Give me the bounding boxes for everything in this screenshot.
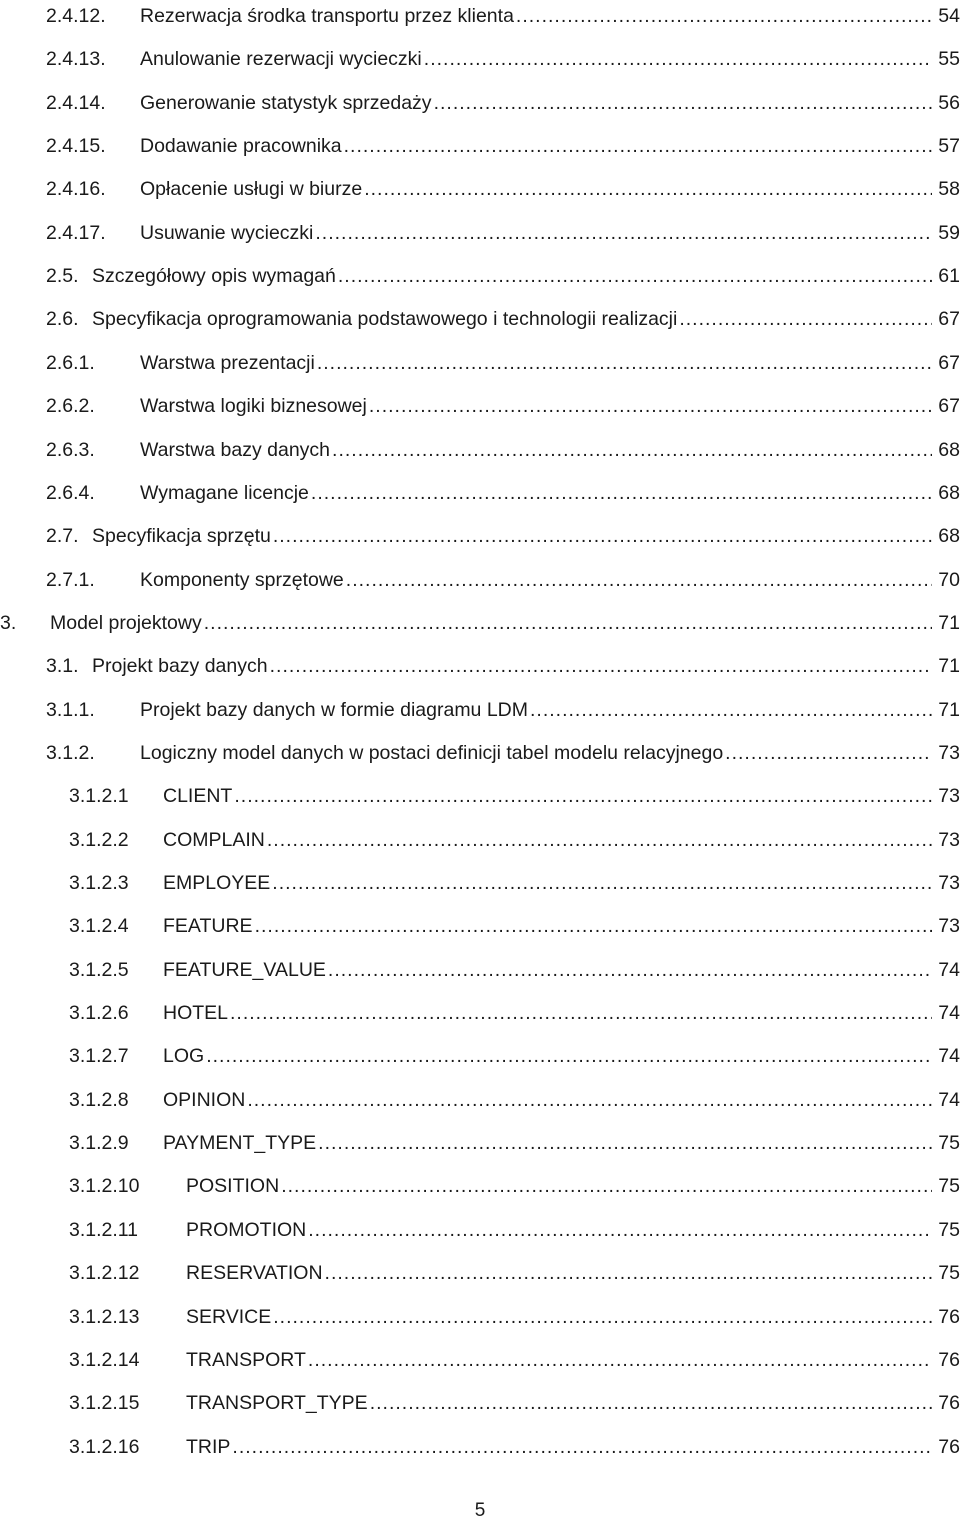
toc-entry-number: 2.7.1. <box>46 568 95 591</box>
toc-entry[interactable] <box>0 173 960 205</box>
toc-entry-number: 3.1.2.3 <box>69 872 129 894</box>
toc-dot-leader <box>273 520 932 552</box>
toc-dot-leader <box>315 217 932 249</box>
toc-entry[interactable] <box>0 87 960 119</box>
toc-entry-number: 2.6.1. <box>46 351 95 374</box>
toc-dot-leader <box>725 737 932 769</box>
toc-entry-title: Projekt bazy danych w formie diagramu LDM <box>140 694 530 726</box>
toc-entry-page: 74 <box>938 1088 960 1111</box>
toc-entry-title: TRANSPORT_TYPE <box>186 1387 370 1419</box>
toc-entry[interactable] <box>0 564 960 596</box>
toc-entry-title: POSITION <box>186 1170 281 1202</box>
toc-entry-title: Warstwa bazy danych <box>140 434 332 466</box>
toc-entry-title: Projekt bazy danych <box>92 650 270 682</box>
toc-entry-title: OPINION <box>163 1084 247 1116</box>
toc-entry-title: Usuwanie wycieczki <box>140 217 315 249</box>
toc-entry[interactable] <box>0 260 960 292</box>
toc-dot-leader <box>434 87 933 119</box>
toc-dot-leader <box>281 1170 932 1202</box>
toc-entry-page: 75 <box>938 1175 960 1198</box>
toc-entry-page: 75 <box>938 1132 960 1155</box>
toc-entry[interactable] <box>0 434 960 466</box>
toc-entry-page: 71 <box>938 655 960 678</box>
toc-dot-leader <box>346 564 933 596</box>
toc-dot-leader <box>338 260 932 292</box>
toc-entry-number: 3.1.2.15 <box>69 1392 140 1415</box>
toc-entry-number: 2.5. <box>46 265 79 288</box>
toc-dot-leader <box>318 1127 932 1159</box>
toc-entry-title: FEATURE_VALUE <box>163 954 328 986</box>
toc-entry-number: 3.1.2.11 <box>69 1218 139 1241</box>
toc-entry-number: 3.1.2.4 <box>69 915 129 938</box>
toc-entry-number: 2.4.16. <box>46 178 106 201</box>
toc-entry-title: CLIENT <box>163 780 234 812</box>
toc-entry-page: 68 <box>938 525 960 548</box>
toc-entry-title: Rezerwacja środka transportu przez klienta <box>140 0 516 32</box>
toc-entry-page: 74 <box>938 1045 960 1068</box>
page-number: 5 <box>474 1500 486 1521</box>
toc-entry[interactable] <box>0 1344 960 1376</box>
toc-entry-page: 75 <box>938 1218 960 1241</box>
toc-dot-leader <box>679 303 932 335</box>
toc-entry-title: Dodawanie pracownika <box>140 130 344 162</box>
toc-dot-leader <box>204 607 933 639</box>
toc-entry-title: COMPLAIN <box>163 824 267 856</box>
toc-entry-number: 2.6.3. <box>46 438 95 461</box>
toc-entry-title: FEATURE <box>163 910 255 942</box>
toc-entry[interactable] <box>0 694 960 726</box>
toc-entry-number: 2.4.17. <box>46 221 106 244</box>
toc-entry-title: Wymagane licencje <box>140 477 311 509</box>
toc-entry-number: 3.1.2.12 <box>69 1262 140 1285</box>
toc-entry[interactable] <box>0 1431 960 1463</box>
toc-entry-title: Opłacenie usługi w biurze <box>140 173 364 205</box>
toc-entry-title: LOG <box>163 1040 206 1072</box>
toc-entry-title: SERVICE <box>186 1301 273 1333</box>
toc-entry-number: 2.6. <box>46 308 79 331</box>
toc-entry[interactable] <box>0 737 960 769</box>
toc-entry-title: HOTEL <box>163 997 230 1029</box>
toc-entry[interactable] <box>0 910 960 942</box>
toc-entry-number: 3.1.2.2 <box>69 828 129 851</box>
toc-entry[interactable] <box>0 1084 960 1116</box>
toc-entry-page: 75 <box>938 1262 960 1285</box>
toc-dot-leader <box>234 780 932 812</box>
toc-entry[interactable] <box>0 607 960 639</box>
toc-entry-page: 73 <box>938 828 960 851</box>
toc-entry[interactable] <box>0 1170 960 1202</box>
toc-entry-number: 3.1.2.1 <box>69 785 129 808</box>
toc-entry[interactable] <box>0 1214 960 1246</box>
toc-dot-leader <box>364 173 932 205</box>
toc-entry[interactable] <box>0 1387 960 1419</box>
toc-entry-page: 73 <box>938 872 960 894</box>
toc-entry-page: 74 <box>938 958 960 981</box>
toc-dot-leader <box>308 1214 932 1246</box>
toc-dot-leader <box>273 1301 932 1333</box>
toc-entry-page: 58 <box>938 178 960 201</box>
toc-entry[interactable] <box>0 0 960 32</box>
toc-dot-leader <box>232 1431 932 1463</box>
toc-entry-title: Generowanie statystyk sprzedaży <box>140 87 434 119</box>
toc-entry-page: 67 <box>938 395 960 418</box>
toc-dot-leader <box>370 1387 933 1419</box>
toc-entry-number: 2.4.14. <box>46 91 106 114</box>
toc-entry-page: 76 <box>938 1348 960 1371</box>
toc-dot-leader <box>332 434 932 466</box>
toc-entry-title: PAYMENT_TYPE <box>163 1127 318 1159</box>
toc-entry-page: 56 <box>938 91 960 114</box>
toc-entry-title: Anulowanie rezerwacji wycieczki <box>140 43 424 75</box>
toc-entry-page: 73 <box>938 741 960 764</box>
toc-entry-number: 3.1.2. <box>46 741 95 764</box>
toc-dot-leader <box>308 1344 932 1376</box>
toc-dot-leader <box>311 477 932 509</box>
toc-entry[interactable] <box>0 520 960 552</box>
toc-entry-title: Specyfikacja oprogramowania podstawowego i technologii realizacji <box>92 303 679 335</box>
toc-entry-page: 68 <box>938 481 960 504</box>
toc-entry-number: 3.1.2.16 <box>69 1435 140 1458</box>
toc-entry-number: 2.6.4. <box>46 481 95 504</box>
toc-entry-title: TRANSPORT <box>186 1344 308 1376</box>
toc-entry[interactable] <box>0 1127 960 1159</box>
toc-entry-page: 74 <box>938 1002 960 1025</box>
toc-entry-page: 57 <box>938 135 960 158</box>
toc-entry-page: 76 <box>938 1392 960 1415</box>
toc-entry-title: Komponenty sprzętowe <box>140 564 346 596</box>
toc-entry[interactable] <box>0 130 960 162</box>
toc-dot-leader <box>369 390 932 422</box>
toc-entry-number: 3. <box>0 611 17 634</box>
toc-dot-leader <box>530 694 932 726</box>
toc-entry-page: 73 <box>938 915 960 938</box>
toc-entry[interactable] <box>0 650 960 682</box>
toc-dot-leader <box>344 130 933 162</box>
toc-dot-leader <box>325 1257 933 1289</box>
toc-dot-leader <box>255 910 933 942</box>
toc-dot-leader <box>272 867 932 899</box>
toc-entry-title: TRIP <box>186 1431 232 1463</box>
toc-entry[interactable] <box>0 217 960 249</box>
toc-entry[interactable] <box>0 824 960 856</box>
toc-entry[interactable] <box>0 954 960 986</box>
toc-entry-title: Specyfikacja sprzętu <box>92 520 273 552</box>
toc-dot-leader <box>516 0 932 32</box>
toc-entry-number: 3.1.2.10 <box>69 1175 140 1198</box>
toc-entry-title: PROMOTION <box>186 1214 308 1246</box>
toc-dot-leader <box>230 997 932 1029</box>
toc-entry-page: 67 <box>938 351 960 374</box>
toc-entry-number: 2.7. <box>46 525 79 548</box>
toc-entry[interactable] <box>0 1301 960 1333</box>
toc-entry-page: 71 <box>938 698 960 721</box>
toc-dot-leader <box>270 650 933 682</box>
toc-entry-number: 2.6.2. <box>46 395 95 418</box>
toc-entry-title: Model projektowy <box>50 607 204 639</box>
toc-entry-title: Warstwa prezentacji <box>140 347 317 379</box>
toc-entry[interactable] <box>0 477 960 509</box>
toc-entry-number: 3.1.1. <box>46 698 95 721</box>
toc-entry-number: 3.1.2.14 <box>69 1348 140 1371</box>
toc-entry-number: 3.1. <box>46 655 79 678</box>
toc-entry-page: 61 <box>938 265 960 288</box>
toc-entry-page: 76 <box>938 1435 960 1458</box>
toc-entry-page: 70 <box>938 568 960 591</box>
toc-entry-number: 3.1.2.7 <box>69 1045 129 1068</box>
toc-entry[interactable] <box>0 1257 960 1289</box>
toc-entry-page: 73 <box>938 785 960 808</box>
toc-entry-title: RESERVATION <box>186 1257 325 1289</box>
toc-entry[interactable] <box>0 303 960 335</box>
toc-dot-leader <box>424 43 933 75</box>
toc-entry-title: Szczegółowy opis wymagań <box>92 260 338 292</box>
toc-entry[interactable] <box>0 1040 960 1072</box>
toc-entry-page: 59 <box>938 221 960 244</box>
toc-entry-number: 2.4.15. <box>46 135 106 158</box>
toc-dot-leader <box>206 1040 932 1072</box>
toc-entry-title: EMPLOYEE <box>163 867 272 899</box>
toc-entry[interactable] <box>0 347 960 379</box>
toc-entry[interactable] <box>0 780 960 812</box>
toc-entry-page: 54 <box>938 5 960 27</box>
toc-entry[interactable] <box>0 43 960 75</box>
toc-dot-leader <box>247 1084 932 1116</box>
toc-entry-number: 2.4.12. <box>46 5 106 27</box>
toc-dot-leader <box>317 347 932 379</box>
toc-entry-number: 3.1.2.8 <box>69 1088 129 1111</box>
toc-entry-number: 2.4.13. <box>46 48 106 71</box>
toc-entry-number: 3.1.2.9 <box>69 1132 129 1155</box>
toc-entry-number: 3.1.2.5 <box>69 958 129 981</box>
toc-entry-page: 71 <box>938 611 960 634</box>
toc-entry-page: 76 <box>938 1305 960 1328</box>
toc-entry[interactable] <box>0 997 960 1029</box>
toc-entry-page: 55 <box>938 48 960 71</box>
toc-entry[interactable] <box>0 390 960 422</box>
toc-entry-number: 3.1.2.6 <box>69 1002 129 1025</box>
toc-entry-page: 67 <box>938 308 960 331</box>
toc-entry-number: 3.1.2.13 <box>69 1305 140 1328</box>
toc-entry-page: 68 <box>938 438 960 461</box>
toc-entry-title: Logiczny model danych w postaci definicji tabel modelu relacyjnego <box>140 737 725 769</box>
toc-entry-title: Warstwa logiki biznesowej <box>140 390 369 422</box>
toc-entry[interactable] <box>0 867 960 899</box>
toc-dot-leader <box>267 824 932 856</box>
toc-dot-leader <box>328 954 932 986</box>
